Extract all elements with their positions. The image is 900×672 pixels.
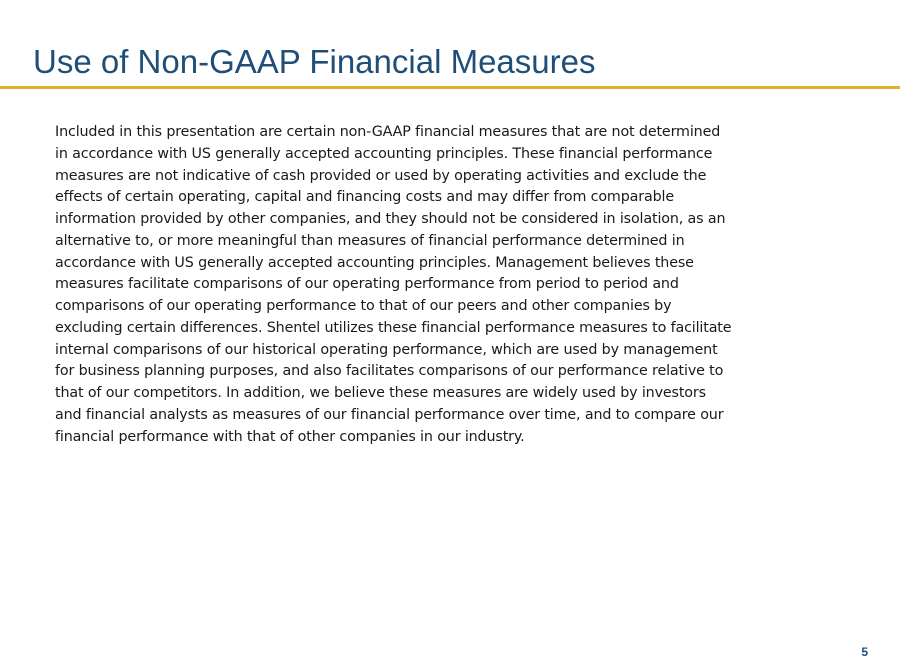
title-divider xyxy=(0,86,900,89)
body-paragraph: Included in this presentation are certain non-GAAP financial measures that are not determined in accordance with US generally accepted accounting principles. These financial performance measures are not indicative of cash provided or used by operating activities and exclude the effects of certain operating, capital and financing costs and may differ from comparable information provided by other companies, and they should not be considered in isolation, as an alternative to, or more meaningful than measures of financial performance determined in accordance with US generally accepted accounting principles. Management believes these measures facilitate comparisons of our operating performance from period to period and comparisons of our operating performance to that of our peers and other companies by excluding certain differences. Shentel utilizes these financial performance measures to facilitate internal comparisons of our historical operating performance, which are used by management for business planning purposes, and also facilitates comparisons of our performance relative to that of our competitors. In addition, we believe these measures are widely used by investors and financial analysts as measures of our financial performance over time, and to compare our financial performance with that of other companies in our industry. xyxy=(55,124,732,445)
page-number: 5 xyxy=(861,645,868,659)
slide-title: Use of Non-GAAP Financial Measures xyxy=(33,43,596,80)
